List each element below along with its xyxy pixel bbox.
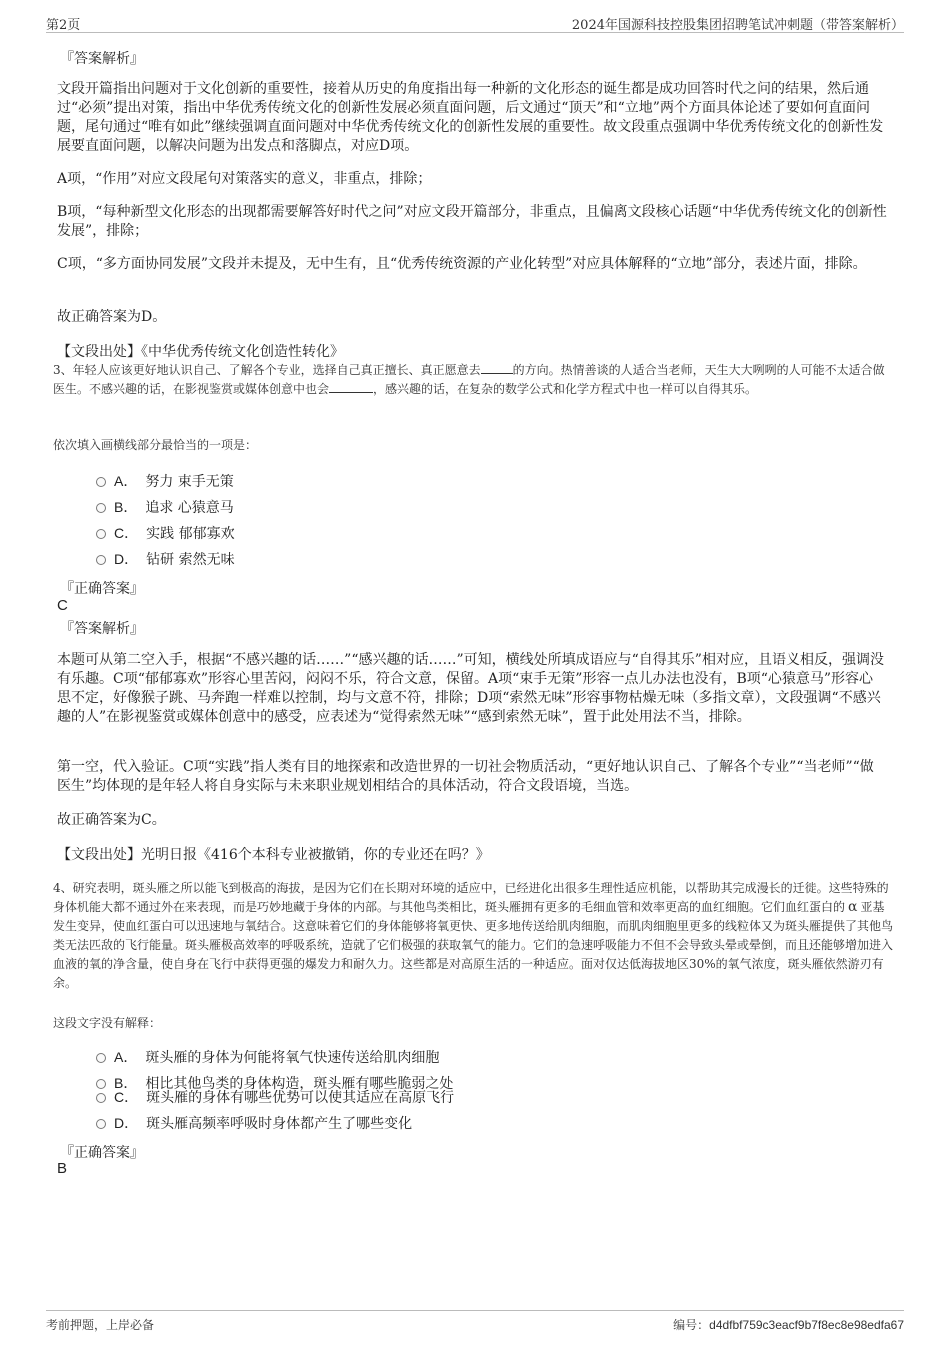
q4-correct-label: 『正确答案』: [60, 1145, 144, 1161]
q4-stem-part-a: 4、研究表明，斑头雁之所以能飞到极高的海拔，是因为它们在长期对环境的适应中，已经进化出很多生理性适应机能，以帮助其完成漫长的迁徙。这些特殊的身体机能大都不通过外在来表现，而是巧妙地藏于身体的内部。与其他鸟类相比，斑头雁拥有更多的毛细血管和效率更高的血红细胞。它们血红蛋白的: [53, 881, 889, 914]
radio-icon[interactable]: [96, 1053, 106, 1063]
q3-analysis-p2: 第一空，代入验证。C项“实践”指人类有目的地探索和改造世界的一切社会物质活动，“更好地认识自己、了解各个专业”“当老师”“做医生”均体现的是年轻人将自身实际与未来职业规划相结合的具体活动，符合文段语境，当选。: [57, 759, 874, 794]
q3-correct-answer: C: [57, 597, 68, 614]
page-number: 第2页: [46, 18, 81, 33]
q3-analysis-label: 『答案解析』: [60, 621, 144, 637]
radio-icon[interactable]: [96, 555, 106, 565]
q3-stem-part-a: 3、年轻人应该更好地认识自己、了解各个专业，选择自己真正擅长、真正愿意去: [53, 363, 481, 377]
q2-analysis-p5: 故正确答案为D。: [57, 309, 167, 325]
q4-correct-answer: B: [57, 1160, 68, 1177]
q3-blank-1: [481, 361, 513, 374]
q2-analysis-p4: C项，“多方面协同发展”文段并未提及，无中生有，且“优秀传统资源的产业化转型”对应具体解释的“立地”部分，表述片面，排除。: [57, 256, 867, 272]
footer-slogan: 考前押题，上岸必备: [46, 1318, 155, 1332]
page-footer: [46, 1310, 904, 1335]
radio-icon[interactable]: [96, 1093, 106, 1103]
q4-stem-part-b: 亚基发生变异，使血红蛋白可以迅速地与氧结合。这意味着它们的身体能够将氧更快、更多地传送给肌肉细胞，而肌肉细胞里更多的线粒体又为斑头雁提供了其他鸟类无法匹敌的飞行能量。斑头雁极高效率的呼吸系统，造就了它们极强的获取氧气的能力。它们的急速呼吸能力不但不会导致头晕或晕倒，而且还能够增加进入血液的氧的净含量，使自身在飞行中获得更强的爆发力和耐久力。这些都是对高原生活的一种适应。面对仅达低海拔地区30%的氧气浓度，斑头雁依然游刃有余。: [53, 900, 894, 990]
radio-icon[interactable]: [96, 503, 106, 513]
q3-stem-part-c: ，感兴趣的话，在复杂的数学公式和化学方程式中也一样可以自得其乐。: [373, 382, 758, 396]
q2-analysis-label: 『答案解析』: [60, 51, 144, 67]
radio-icon[interactable]: [96, 477, 106, 487]
q3-analysis-p3: 故正确答案为C。: [57, 812, 166, 828]
radio-icon[interactable]: [96, 1119, 106, 1129]
q3-stem: [53, 361, 895, 399]
page-header: [46, 12, 904, 33]
q4-stem: [53, 879, 895, 993]
alpha-symbol: α: [848, 899, 858, 915]
q4-option-c[interactable]: C． 斑头雁的身体有哪些优势可以使其适应在高原飞行: [96, 1088, 454, 1107]
document-id-value: d4dfbf759c3eacf9b7f8ec8e98edfa67: [709, 1318, 904, 1332]
q3-blank-2: [329, 380, 373, 393]
radio-icon[interactable]: [96, 529, 106, 539]
q3-option-b[interactable]: B． 追求 心猿意马: [96, 498, 234, 517]
document-title: 2024年国源科技控股集团招聘笔试冲刺题（带答案解析）: [571, 18, 904, 33]
q3-analysis-p1: 本题可从第二空入手，根据“不感兴趣的话……”“感兴趣的话……”可知，横线处所填成语应与“自得其乐”相对应，且语义相反，强调没有乐趣。C项“郁郁寡欢”形容心里苦闷，闷闷不乐，符合文意，保留。A项“束手无策”形容一点儿办法也没有，B项“心猿意马”形容心思不定，好像猴子跳、马奔跑一样难以控制，均与文意不符，排除；D项“索然无味”形容事物枯燥无味（多指文章），文段强调“不感兴趣的人”在影视鉴赏或媒体创意中的感受，应表述为“觉得索然无味”“感到索然无味”，置于此处用法不当，排除。: [57, 652, 884, 725]
q4-option-a[interactable]: A． 斑头雁的身体为何能将氧气快速传送给肌肉细胞: [96, 1048, 439, 1067]
q2-analysis-p1: 文段开篇指出问题对于文化创新的重要性，接着从历史的角度指出每一种新的文化形态的诞生都是成功回答时代之问的结果，然后通过“必须”提出对策，指出中华优秀传统文化的创新性发展必须直面问题，后文通过“顶天”和“立地”两个方面具体论述了要如何直面问题，尾句通过“唯有如此”继续强调直面问题对中华优秀传统文化的创新性发展的重要性。故文段重点强调中华优秀传统文化的创新性发展要直面问题，以解决问题为出发点和落脚点，对应D项。: [57, 81, 884, 154]
document-id: [673, 1316, 904, 1333]
q4-option-b[interactable]: B． 相比其他鸟类的身体构造，斑头雁有哪些脆弱之处: [96, 1074, 453, 1093]
q2-analysis-p2: A项，“作用”对应文段尾句对策落实的意义，非重点，排除；: [57, 171, 432, 187]
document-id-label: 编号：: [673, 1318, 710, 1332]
q2-analysis-p3: B项，“每种新型文化形态的出现都需要解答好时代之问”对应文段开篇部分，非重点，且偏离文段核心话题“中华优秀传统文化的创新性发展”，排除；: [57, 204, 887, 239]
q3-source: 【文段出处】光明日报《416个本科专业被撤销，你的专业还在吗？》: [57, 847, 490, 863]
q3-option-d[interactable]: D． 钻研 索然无味: [96, 550, 235, 569]
q3-option-a[interactable]: A． 努力 束手无策: [96, 472, 234, 491]
q3-stem-part-b: 的方向。热情善谈的人适合当老师，天生大大咧咧的人可能不太适合做医生。不感兴趣的话，在影视鉴赏或媒体创意中也会: [53, 363, 885, 396]
q3-correct-label: 『正确答案』: [60, 581, 144, 597]
q3-option-c[interactable]: C． 实践 郁郁寡欢: [96, 524, 235, 543]
q4-option-d[interactable]: D． 斑头雁高频率呼吸时身体都产生了哪些变化: [96, 1114, 412, 1133]
q3-prompt: 依次填入画横线部分最恰当的一项是：: [53, 438, 258, 452]
q2-source: 【文段出处】《中华优秀传统文化创造性转化》: [57, 344, 344, 360]
q4-prompt: 这段文字没有解释：: [53, 1016, 162, 1030]
